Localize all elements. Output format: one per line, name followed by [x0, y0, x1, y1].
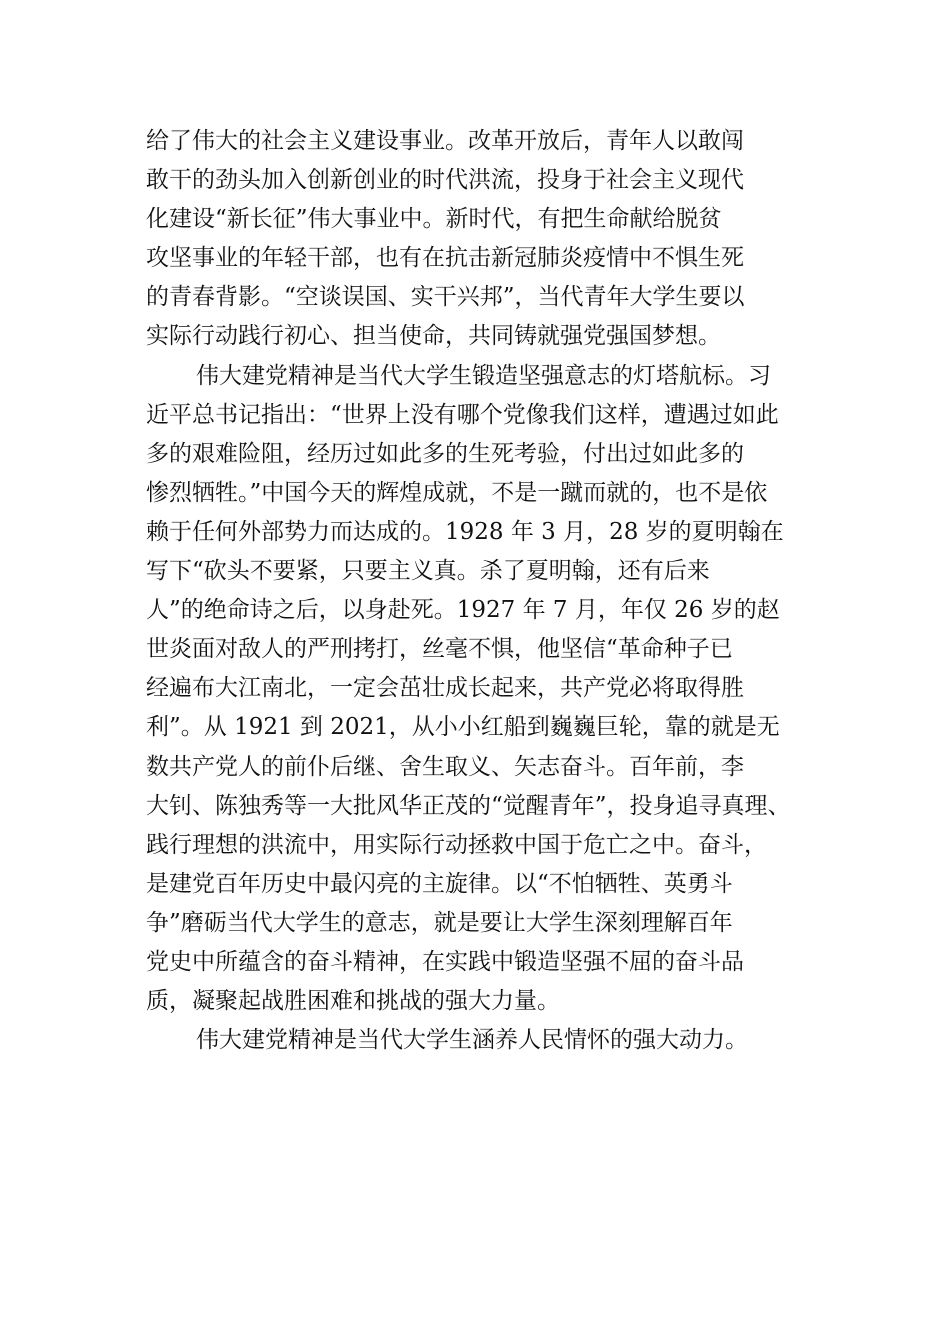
text-line: 践行理想的洪流中，用实际行动拯救中国于危亡之中。奋斗， [146, 831, 767, 858]
paragraph-start-line: 伟大建党精神是当代大学生锻造坚强意志的灯塔航标。习 [196, 362, 771, 389]
text-line: 写下“砍头不要紧，只要主义真。杀了夏明翰，还有后来 [146, 558, 710, 585]
text-line: 多的艰难险阻，经历过如此多的生死考验，付出过如此多的 [146, 440, 744, 467]
text-line: 争”磨砺当代大学生的意志，就是要让大学生深刻理解百年 [146, 909, 733, 936]
text-line: 赖于任何外部势力而达成的。1928 年 3 月，28 岁的夏明翰在 [146, 518, 784, 545]
text-line: 敢干的劲头加入创新创业的时代洪流，投身于社会主义现代 [146, 167, 744, 194]
text-line: 大钊、陈独秀等一大批风华正茂的“觉醒青年”，投身追寻真理、 [146, 792, 791, 819]
text-line: 惨烈牺牲。”中国今天的辉煌成就，不是一蹴而就的，也不是依 [146, 479, 768, 506]
text-line: 利”。从 1921 到 2021，从小小红船到巍巍巨轮，靠的就是无 [146, 714, 780, 741]
text-line: 经遍布大江南北，一定会茁壮成长起来，共产党必将取得胜 [146, 675, 744, 702]
text-line: 质，凝聚起战胜困难和挑战的强大力量。 [146, 988, 560, 1015]
body-text [146, 122, 846, 1060]
text-line: 是建党百年历史中最闪亮的主旋律。以“不怕牺牲、英勇斗 [146, 870, 733, 897]
text-line: 实际行动践行初心、担当使命，共同铸就强党强国梦想。 [146, 323, 721, 350]
text-line: 党史中所蕴含的奋斗精神，在实践中锻造坚强不屈的奋斗品 [146, 948, 744, 975]
text-line: 攻坚事业的年轻干部，也有在抗击新冠肺炎疫情中不惧生死 [146, 245, 744, 272]
text-line: 数共产党人的前仆后继、舍生取义、矢志奋斗。百年前，李 [146, 753, 744, 780]
text-line: 近平总书记指出：“世界上没有哪个党像我们这样，遭遇过如此 [146, 401, 779, 428]
paragraph-start-line: 伟大建党精神是当代大学生涵养人民情怀的强大动力。 [196, 1027, 748, 1054]
text-line: 的青春背影。“空谈误国、实干兴邦”，当代青年大学生要以 [146, 284, 745, 311]
text-line: 化建设“新长征”伟大事业中。新时代，有把生命献给脱贫 [146, 206, 722, 233]
text-line: 给了伟大的社会主义建设事业。改革开放后，青年人以敢闯 [146, 128, 744, 154]
text-line: 人”的绝命诗之后，以身赴死。1927 年 7 月，年仅 26 岁的赵 [146, 597, 780, 624]
text-line: 世炎面对敌人的严刑拷打，丝毫不惧，他坚信“革命种子已 [146, 636, 733, 663]
